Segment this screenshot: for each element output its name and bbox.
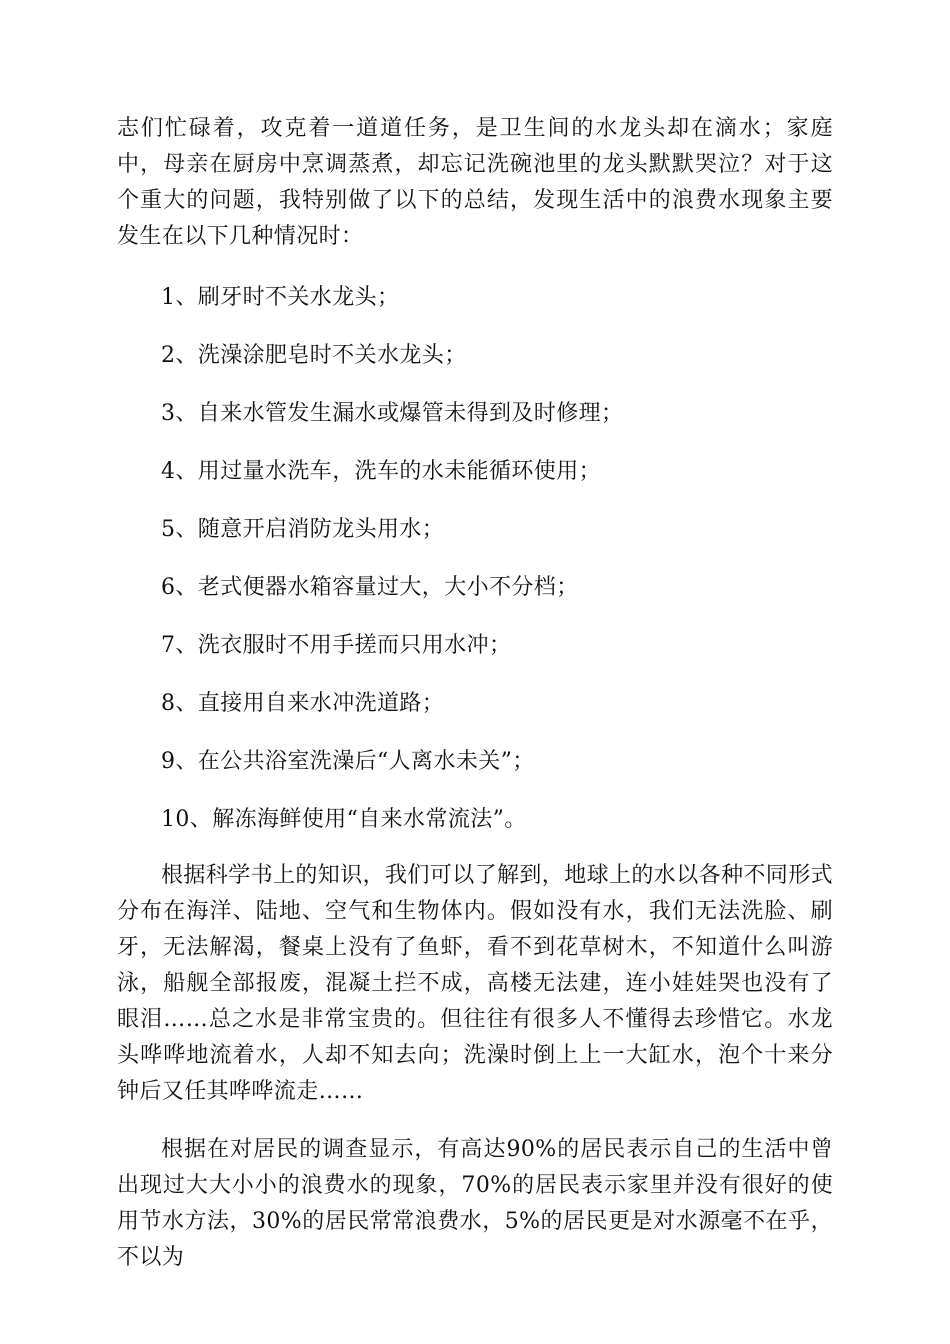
list-item: 9、在公共浴室洗澡后“人离水未关”；	[161, 749, 535, 774]
list-item: 4、用过量水洗车，洗车的水未能循环使用；	[161, 459, 601, 484]
survey-paragraph: 根据在对居民的调查显示，有高达90%的居民表示自己的生活中曾出现过大大小小的浪费水的现象，70%的居民表示家里并没有很好的使用节水方法，30%的居民常常浪费水，5%的居民更是对水源毫不在乎，不以为	[117, 1137, 833, 1270]
intro-paragraph: 志们忙碌着，攻克着一道道任务，是卫生间的水龙头却在滴水；家庭中，母亲在厨房中烹调蒸煮，却忘记洗碗池里的龙头默默哭泣？对于这个重大的问题，我特别做了以下的总结，发现生活中的浪费水现象主要发生在以下几种情况时：	[117, 116, 833, 249]
science-paragraph: 根据科学书上的知识，我们可以了解到，地球上的水以各种不同形式分布在海洋、陆地、空气和生物体内。假如没有水，我们无法洗脸、刷牙，无法解渴，餐桌上没有了鱼虾，看不到花草树木，不知道什么叫游泳，船舰全部报废，混凝土拦不成，高楼无法建，连小娃娃哭也没有了眼泪……总之水是非常宝贵的。但往往有很多人不懂得去珍惜它。水龙头哗哗地流着水，人却不知去向；洗澡时倒上上一大缸水，泡个十来分钟后又任其哗哗流走……	[117, 863, 834, 1104]
list-item: 8、直接用自来水冲洗道路；	[161, 691, 445, 716]
water-waste-list	[117, 280, 833, 838]
list-item: 2、洗澡涂肥皂时不关水龙头；	[161, 343, 467, 368]
list-item: 6、老式便器水箱容量过大，大小不分档；	[161, 575, 579, 600]
document-body	[117, 111, 833, 1276]
list-item: 5、随意开启消防龙头用水；	[161, 517, 445, 542]
list-item: 3、自来水管发生漏水或爆管未得到及时修理；	[161, 401, 624, 426]
list-item: 1、刷牙时不关水龙头；	[161, 285, 400, 310]
list-item: 7、洗衣服时不用手搓而只用水冲；	[161, 633, 512, 658]
list-item: 10、解冻海鲜使用“自来水常流法”。	[161, 807, 527, 832]
